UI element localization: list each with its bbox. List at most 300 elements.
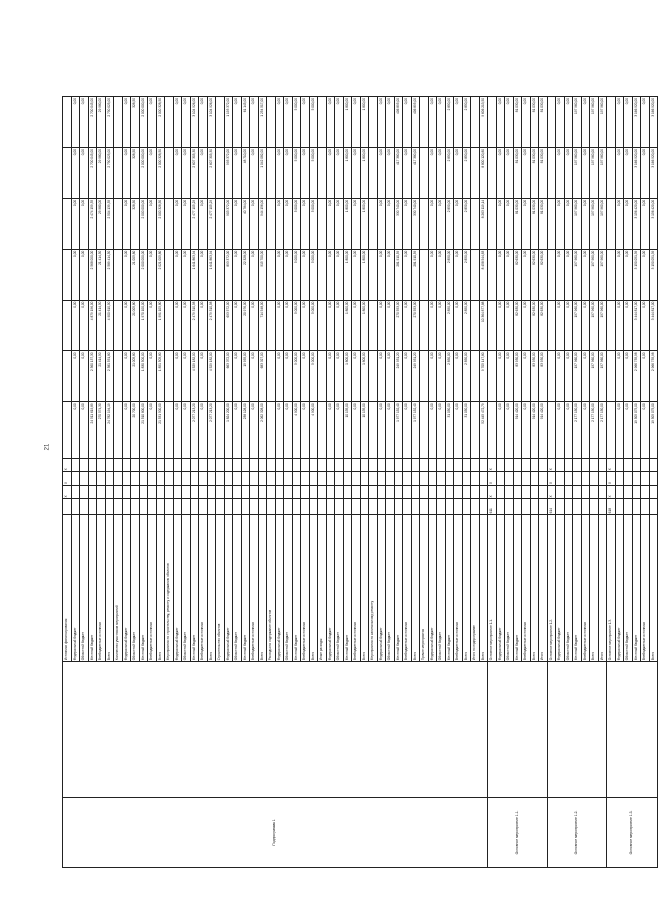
table-cell: 2 850,00 bbox=[462, 249, 471, 300]
table-cell: 2 000 000,00 bbox=[139, 148, 148, 199]
table-cell: 0,00 bbox=[301, 351, 310, 402]
table-cell: 0,00 bbox=[352, 402, 361, 459]
table-cell: 197 960,00 bbox=[573, 148, 582, 199]
table-cell: 0,00 bbox=[581, 402, 590, 459]
table-cell: 0,00 bbox=[624, 198, 633, 249]
table-cell: 2 000 328,50 bbox=[156, 198, 165, 249]
row-label: Областной бюджет bbox=[564, 515, 573, 662]
row-label: Местный бюджет bbox=[292, 515, 301, 662]
row-label: Итого по подпрограмме bbox=[471, 515, 480, 662]
table-cell: 2 360 137,30 bbox=[88, 351, 97, 402]
table-cell: 2 177 150,00 bbox=[573, 402, 582, 459]
table-cell: 614 bbox=[547, 499, 556, 515]
table-cell bbox=[105, 472, 114, 486]
table-cell bbox=[148, 485, 157, 499]
table-cell bbox=[190, 499, 199, 515]
table-cell bbox=[97, 485, 106, 499]
table-cell: 81 030,00 bbox=[530, 97, 539, 148]
table-cell bbox=[275, 458, 284, 472]
table-cell bbox=[63, 499, 72, 515]
table-cell bbox=[496, 472, 505, 486]
table-cell: 197 960,00 bbox=[598, 97, 607, 148]
table-cell bbox=[131, 485, 140, 499]
table-cell: 0,00 bbox=[80, 402, 89, 459]
table-cell: 2 000 328,50 bbox=[156, 148, 165, 199]
table-cell bbox=[403, 458, 412, 472]
table-cell: 270 553,00 bbox=[411, 300, 420, 351]
table-cell bbox=[420, 97, 429, 148]
table-cell: 0,00 bbox=[122, 148, 131, 199]
table-cell bbox=[547, 351, 556, 402]
table-cell: 10 135,00 bbox=[343, 402, 352, 459]
table-cell bbox=[267, 249, 276, 300]
table-cell: 2 700 045,00 bbox=[88, 148, 97, 199]
table-cell: 21 005,80 bbox=[131, 300, 140, 351]
row-label: Федеральный бюджет bbox=[122, 515, 131, 662]
table-cell bbox=[454, 472, 463, 486]
table-cell: 2 730 025,00 bbox=[105, 97, 114, 148]
table-cell bbox=[241, 458, 250, 472]
table-cell bbox=[233, 458, 242, 472]
table-cell bbox=[216, 472, 225, 486]
table-cell: 0,00 bbox=[122, 198, 131, 249]
table-cell: 29 980,00 bbox=[97, 198, 106, 249]
table-body bbox=[63, 97, 658, 868]
table-cell: 0,00 bbox=[428, 148, 437, 199]
table-cell bbox=[318, 148, 327, 199]
table-cell bbox=[377, 458, 386, 472]
table-cell: 0,00 bbox=[250, 148, 259, 199]
table-cell bbox=[182, 458, 191, 472]
table-cell bbox=[369, 458, 378, 472]
table-cell: 0,00 bbox=[564, 300, 573, 351]
table-cell bbox=[394, 485, 403, 499]
table-cell: 5 000,00 bbox=[292, 148, 301, 199]
table-cell bbox=[216, 458, 225, 472]
table-cell bbox=[471, 499, 480, 515]
row-label: Всего bbox=[207, 515, 216, 662]
table-cell: 2 966 735,98 bbox=[649, 351, 658, 402]
table-cell: 5 000,00 bbox=[309, 97, 318, 148]
table-cell: 0,00 bbox=[615, 249, 624, 300]
table-cell bbox=[173, 458, 182, 472]
table-cell: 21 510 800,00 bbox=[139, 402, 148, 459]
table-cell: 0,00 bbox=[386, 97, 395, 148]
table-cell bbox=[122, 499, 131, 515]
table-cell: 0,00 bbox=[581, 97, 590, 148]
table-cell: 0,00 bbox=[199, 97, 208, 148]
table-cell bbox=[267, 458, 276, 472]
table-cell bbox=[420, 148, 429, 199]
table-cell bbox=[445, 458, 454, 472]
table-cell: 0,00 bbox=[148, 351, 157, 402]
table-cell bbox=[139, 499, 148, 515]
section-caption bbox=[488, 662, 548, 798]
table-cell bbox=[488, 198, 497, 249]
table-cell bbox=[267, 300, 276, 351]
table-cell bbox=[471, 148, 480, 199]
table-cell: 2 850,00 bbox=[445, 148, 454, 199]
table-cell: 0,00 bbox=[641, 97, 650, 148]
table-cell bbox=[369, 198, 378, 249]
table-cell: 52 445 472,79 bbox=[479, 402, 488, 459]
table-cell bbox=[207, 472, 216, 486]
table-cell bbox=[530, 485, 539, 499]
table-cell bbox=[530, 458, 539, 472]
table-cell bbox=[173, 485, 182, 499]
table-cell bbox=[624, 485, 633, 499]
table-cell: 22 328,00 bbox=[241, 249, 250, 300]
table-cell bbox=[80, 485, 89, 499]
table-cell: 0,00 bbox=[428, 351, 437, 402]
table-cell bbox=[156, 499, 165, 515]
table-cell: 0,00 bbox=[454, 148, 463, 199]
table-cell bbox=[284, 485, 293, 499]
table-cell bbox=[488, 148, 497, 199]
table-cell: 2 850,00 bbox=[445, 198, 454, 249]
table-cell bbox=[80, 472, 89, 486]
row-label: Внебюджетные источники bbox=[403, 515, 412, 662]
table-row bbox=[63, 97, 72, 868]
table-cell: 406 895,00 bbox=[394, 97, 403, 148]
table-cell bbox=[420, 351, 429, 402]
table-cell: 0,00 bbox=[233, 351, 242, 402]
row-label: Местный бюджет bbox=[394, 515, 403, 662]
table-cell: 197 960,00 bbox=[598, 351, 607, 402]
table-cell: 683 327,00 bbox=[258, 351, 267, 402]
section-title: Основное мероприятие 1.3. bbox=[607, 797, 658, 867]
table-cell: 0,00 bbox=[377, 198, 386, 249]
table-cell: 0,00 bbox=[173, 148, 182, 199]
table-cell: 328,50 bbox=[131, 148, 140, 199]
table-cell bbox=[505, 458, 514, 472]
table-cell: 1 254 517,00 bbox=[258, 97, 267, 148]
table-cell: 330 740,00 bbox=[411, 198, 420, 249]
table-cell: 0,00 bbox=[352, 97, 361, 148]
table-cell: 0,00 bbox=[182, 249, 191, 300]
table-cell bbox=[556, 485, 565, 499]
table-cell bbox=[513, 458, 522, 472]
table-cell: 0,00 bbox=[284, 300, 293, 351]
table-cell bbox=[369, 402, 378, 459]
table-cell: 1 641 863,94 bbox=[207, 249, 216, 300]
table-cell bbox=[258, 485, 267, 499]
table-cell: 0,00 bbox=[428, 249, 437, 300]
row-label: Всего bbox=[590, 515, 599, 662]
table-cell bbox=[522, 458, 531, 472]
table-cell: 663 372,00 bbox=[224, 351, 233, 402]
table-cell: 0,00 bbox=[173, 249, 182, 300]
table-cell bbox=[547, 402, 556, 459]
table-cell: 81 030,00 bbox=[513, 97, 522, 148]
table-cell bbox=[97, 499, 106, 515]
row-label: Местный бюджет bbox=[190, 515, 199, 662]
table-cell: 0,00 bbox=[284, 402, 293, 459]
table-cell: 197 960,00 bbox=[590, 148, 599, 199]
table-cell bbox=[632, 499, 641, 515]
table-cell: 0,00 bbox=[199, 148, 208, 199]
table-cell: 0,00 bbox=[556, 402, 565, 459]
table-cell: 0,00 bbox=[335, 97, 344, 148]
row-label: Всего bbox=[462, 515, 471, 662]
table-cell: 2 589 414,50 bbox=[105, 249, 114, 300]
table-cell: 197 960,00 bbox=[598, 148, 607, 199]
table-cell: 0,00 bbox=[556, 97, 565, 148]
table-cell bbox=[122, 485, 131, 499]
table-cell bbox=[428, 458, 437, 472]
row-label: Федеральный бюджет bbox=[556, 515, 565, 662]
table-cell: 0,00 bbox=[437, 198, 446, 249]
table-cell: 2 568 000,00 bbox=[88, 249, 97, 300]
table-cell bbox=[488, 351, 497, 402]
table-cell bbox=[369, 351, 378, 402]
table-cell bbox=[479, 485, 488, 499]
table-cell bbox=[216, 198, 225, 249]
table-cell: 0,00 bbox=[250, 300, 259, 351]
table-cell: 0,00 bbox=[386, 300, 395, 351]
table-cell bbox=[275, 499, 284, 515]
table-cell: 2 850,00 bbox=[462, 97, 471, 148]
table-cell: 2 474 159,35 bbox=[88, 198, 97, 249]
row-label: Областной бюджет bbox=[386, 515, 395, 662]
table-cell: Х bbox=[63, 472, 72, 486]
table-cell bbox=[615, 485, 624, 499]
table-cell bbox=[165, 458, 174, 472]
table-cell bbox=[309, 458, 318, 472]
table-cell: 1 800,00 bbox=[343, 198, 352, 249]
table-cell bbox=[454, 458, 463, 472]
table-cell: 3 104 926,00 bbox=[207, 97, 216, 148]
page-number: 21 bbox=[44, 443, 51, 451]
table-cell bbox=[488, 97, 497, 148]
table-cell: Х bbox=[488, 458, 497, 472]
table-cell: 2 730 025,00 bbox=[105, 148, 114, 199]
table-cell bbox=[241, 485, 250, 499]
table-cell: 2 850,00 bbox=[445, 300, 454, 351]
row-label: Федеральный бюджет bbox=[428, 515, 437, 662]
table-cell bbox=[207, 485, 216, 499]
table-cell: 0,00 bbox=[173, 198, 182, 249]
table-cell: 249 931,20 bbox=[411, 351, 420, 402]
table-cell: 1 800,00 bbox=[343, 300, 352, 351]
table-cell bbox=[318, 472, 327, 486]
table-cell: 0,00 bbox=[522, 351, 531, 402]
table-cell: 82 630,00 bbox=[539, 300, 548, 351]
row-label: Областной бюджет bbox=[624, 515, 633, 662]
table-cell: 2 381 551,80 bbox=[105, 351, 114, 402]
table-cell: Х bbox=[63, 485, 72, 499]
table-cell: 197 960,00 bbox=[598, 249, 607, 300]
table-cell bbox=[114, 458, 123, 472]
table-cell bbox=[156, 458, 165, 472]
table-cell: 3 104 926,00 bbox=[190, 97, 199, 148]
table-cell bbox=[224, 472, 233, 486]
table-cell: 0,00 bbox=[173, 402, 182, 459]
table-cell: 0,00 bbox=[148, 249, 157, 300]
table-cell bbox=[641, 499, 650, 515]
table-cell bbox=[216, 249, 225, 300]
table-cell: 5 000,00 bbox=[309, 351, 318, 402]
table-cell bbox=[547, 300, 556, 351]
table-cell: 3 444 817,00 bbox=[649, 300, 658, 351]
table-cell bbox=[632, 485, 641, 499]
table-cell bbox=[292, 499, 301, 515]
table-cell bbox=[182, 472, 191, 486]
table-cell bbox=[488, 249, 497, 300]
table-cell bbox=[411, 485, 420, 499]
table-cell: 0,00 bbox=[377, 351, 386, 402]
table-cell bbox=[233, 485, 242, 499]
table-cell bbox=[318, 97, 327, 148]
table-cell bbox=[607, 148, 616, 199]
table-cell: 5 000,00 bbox=[309, 300, 318, 351]
table-cell: 0,00 bbox=[122, 97, 131, 148]
row-label: Внебюджетные источники bbox=[581, 515, 590, 662]
table-cell: 0,00 bbox=[335, 198, 344, 249]
table-cell bbox=[377, 472, 386, 486]
table-cell bbox=[267, 472, 276, 486]
section-caption bbox=[607, 662, 658, 798]
table-cell bbox=[471, 402, 480, 459]
table-cell: 0,00 bbox=[173, 97, 182, 148]
table-cell: 0,00 bbox=[403, 148, 412, 199]
table-cell bbox=[114, 148, 123, 199]
table-cell: 0,00 bbox=[71, 97, 80, 148]
table-cell: 0,00 bbox=[326, 351, 335, 402]
section-title: Основное мероприятие 1.1. bbox=[488, 797, 548, 867]
table-cell: 1 970 100,00 bbox=[139, 300, 148, 351]
table-cell: 0,00 bbox=[437, 249, 446, 300]
table-cell bbox=[165, 300, 174, 351]
table-cell: 0,00 bbox=[80, 198, 89, 249]
table-cell: 21 531 500,00 bbox=[156, 402, 165, 459]
table-cell bbox=[462, 472, 471, 486]
table-cell: 0,00 bbox=[454, 402, 463, 459]
table-cell bbox=[522, 472, 531, 486]
table-cell bbox=[97, 472, 106, 486]
table-cell: 0,00 bbox=[233, 148, 242, 199]
row-label: Расходы на содержание объектов bbox=[267, 515, 276, 662]
table-cell: 417 380,00 bbox=[411, 148, 420, 199]
table-cell bbox=[335, 458, 344, 472]
table-cell: 2 077 213,20 bbox=[190, 402, 199, 459]
table-cell bbox=[216, 351, 225, 402]
table-cell: 4 900,00 bbox=[292, 402, 301, 459]
table-cell: 5 000,00 bbox=[292, 249, 301, 300]
table-cell bbox=[318, 458, 327, 472]
table-cell: 0,00 bbox=[505, 97, 514, 148]
table-cell: 2 850,00 bbox=[462, 351, 471, 402]
table-cell bbox=[564, 499, 573, 515]
table-cell: 0,00 bbox=[581, 300, 590, 351]
table-cell bbox=[335, 485, 344, 499]
table-cell bbox=[420, 458, 429, 472]
table-cell bbox=[377, 485, 386, 499]
table-cell bbox=[420, 472, 429, 486]
table-cell: 29 980,00 bbox=[97, 97, 106, 148]
table-cell: 82 630,00 bbox=[530, 249, 539, 300]
table-cell: 20 700,00 bbox=[131, 402, 140, 459]
table-cell: 2 850,00 bbox=[445, 249, 454, 300]
table-cell: 0,00 bbox=[564, 249, 573, 300]
table-cell: 1 800,00 bbox=[343, 249, 352, 300]
table-cell: 0,00 bbox=[301, 97, 310, 148]
table-cell: 0,00 bbox=[173, 351, 182, 402]
table-cell bbox=[216, 402, 225, 459]
table-cell bbox=[547, 148, 556, 199]
section-title: Основное мероприятие 1.2. bbox=[547, 797, 607, 867]
table-cell: 0,00 bbox=[301, 198, 310, 249]
row-label: Основное мероприятие 1.1. bbox=[488, 515, 497, 662]
table-cell: 0,00 bbox=[581, 198, 590, 249]
table-cell: 1 800,00 bbox=[360, 351, 369, 402]
table-cell: 4 529 182,00 bbox=[207, 351, 216, 402]
table-cell bbox=[156, 472, 165, 486]
table-cell bbox=[250, 499, 259, 515]
row-label: Прочие мероприятия bbox=[420, 515, 429, 662]
table-cell: 1 851 505,80 bbox=[156, 351, 165, 402]
table-cell: 5 000,00 bbox=[292, 97, 301, 148]
table-cell: 20 976,00 bbox=[241, 300, 250, 351]
table-cell bbox=[88, 458, 97, 472]
table-cell: 2 177 150,00 bbox=[590, 402, 599, 459]
table-cell: 0,00 bbox=[624, 402, 633, 459]
table-cell: 0,00 bbox=[148, 198, 157, 249]
row-label: Местный бюджет bbox=[632, 515, 641, 662]
table-cell bbox=[581, 499, 590, 515]
table-cell bbox=[445, 485, 454, 499]
table-cell bbox=[530, 499, 539, 515]
table-cell bbox=[139, 485, 148, 499]
table-cell bbox=[437, 458, 446, 472]
table-cell bbox=[97, 458, 106, 472]
table-cell: 0,00 bbox=[301, 148, 310, 199]
table-cell: 21 005,80 bbox=[131, 249, 140, 300]
table-cell: 1 800,00 bbox=[360, 249, 369, 300]
table-cell: 197 960,00 bbox=[573, 97, 582, 148]
table-cell: 0,00 bbox=[522, 402, 531, 459]
table-cell: 0,00 bbox=[352, 351, 361, 402]
table-cell: 2 077 213,20 bbox=[207, 402, 216, 459]
table-cell: 2 177 150,00 bbox=[598, 402, 607, 459]
table-cell: 0,00 bbox=[148, 300, 157, 351]
table-cell: 0,00 bbox=[275, 148, 284, 199]
table-cell bbox=[437, 472, 446, 486]
table-cell: 0,00 bbox=[326, 198, 335, 249]
table-cell bbox=[165, 485, 174, 499]
table-cell bbox=[250, 472, 259, 486]
table-cell bbox=[88, 472, 97, 486]
table-cell: 714 548,00 bbox=[258, 300, 267, 351]
table-cell bbox=[114, 351, 123, 402]
table-cell bbox=[403, 485, 412, 499]
table-cell bbox=[607, 249, 616, 300]
table-cell bbox=[139, 458, 148, 472]
table-cell: 21 005,80 bbox=[131, 351, 140, 402]
table-cell: 0,00 bbox=[615, 148, 624, 199]
table-cell: 0,00 bbox=[80, 300, 89, 351]
table-cell: 0,00 bbox=[335, 300, 344, 351]
table-cell: 0,00 bbox=[250, 198, 259, 249]
table-cell: 0,00 bbox=[182, 148, 191, 199]
table-cell: 197 960,00 bbox=[573, 249, 582, 300]
table-cell bbox=[326, 458, 335, 472]
table-cell: 0,00 bbox=[522, 97, 531, 148]
table-cell bbox=[479, 499, 488, 515]
table-cell bbox=[148, 472, 157, 486]
table-cell bbox=[420, 300, 429, 351]
table-cell bbox=[394, 472, 403, 486]
